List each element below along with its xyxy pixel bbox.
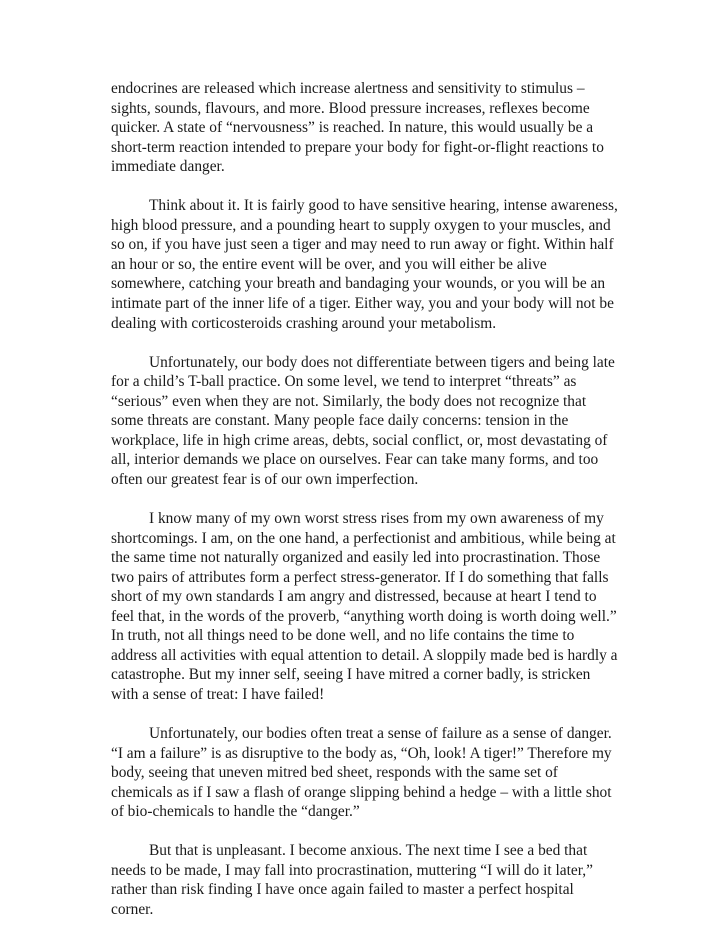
paragraph-procrastination: But that is unpleasant. I become anxious. The next time I see a bed that needs to be made, I may fall into procrastination, muttering “I will do it later,” rather than risk finding I have once again failed to master a perfect hospital corner. (111, 842, 593, 918)
document-page (111, 79, 619, 920)
paragraph-endocrines: endocrines are released which increase alertness and sensitivity to stimulus – sights, sounds, flavours, and more. Blood pressure increases, reflexes become quicker. A state of “nervousness” is reached. In nature, this would usually be a short-term reaction intended to prepare your body for fight-or-flight reactions to immediate danger. (111, 80, 604, 176)
paragraph-think-about-it: Think about it. It is fairly good to have sensitive hearing, intense awareness, high blood pressure, and a pounding heart to supply oxygen to your muscles, and so on, if you have just seen a tiger and may need to run away or fight. Within half an hour or so, the entire event will be over, and you will either be alive somewhere, catching your breath and bandaging your wounds, or you will be an intimate part of the inner life of a tiger. Either way, you and your body will not be dealing with corticosteroids crashing around your metabolism. (111, 197, 618, 332)
paragraph-tigers-and-tball: Unfortunately, our body does not differentiate between tigers and being late for a child’s T-ball practice. On some level, we tend to interpret “threats” as “serious” even when they are not. Similarly, the body does not recognize that some threats are constant. Many people face daily concerns: tension in the workplace, life in high crime areas, debts, social conflict, or, most devastating of all, interior demands we place on ourselves. Fear can take many forms, and too often our greatest fear is of our own imperfection. (111, 353, 615, 488)
paragraph-shortcomings: I know many of my own worst stress rises from my own awareness of my shortcomings. I am, on the one hand, a perfectionist and ambitious, while being at the same time not naturally organized and easily led into procrastination. Those two pairs of attributes form a perfect stress-generator. If I do something that falls short of my own standards I am angry and distressed, because at heart I tend to feel that, in the words of the proverb, “anything worth doing is worth doing well.” In truth, not all things need to be done well, and no life contains the time to address all activities with equal attention to detail. A sloppily made bed is hardly a catastrophe. But my inner self, seeing I have mitred a corner badly, is stricken with a sense of treat: I have failed! (111, 510, 618, 703)
paragraph-failure-as-danger: Unfortunately, our bodies often treat a sense of failure as a sense of danger. “I am a failure” is as disruptive to the body as, “Oh, look! A tiger!” Therefore my body, seeing that uneven mitred bed sheet, responds with the same set of chemicals as if I saw a flash of orange slipping behind a hedge – with a little shot of bio-chemicals to handle the “danger.” (111, 725, 612, 821)
